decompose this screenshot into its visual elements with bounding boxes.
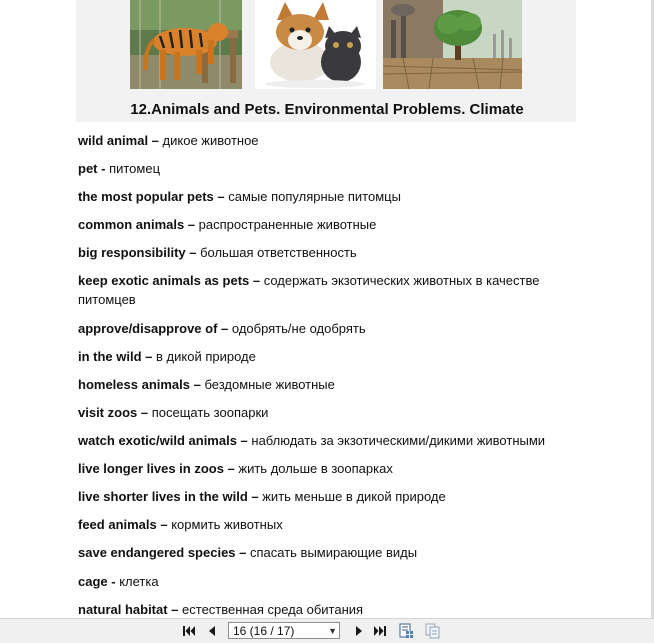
- page-selector[interactable]: [228, 622, 340, 639]
- vocab-entry: [78, 187, 598, 206]
- first-page-button[interactable]: [180, 622, 198, 640]
- document-grid-icon: [398, 623, 414, 639]
- entry-translation: дикое животное: [158, 133, 259, 148]
- entry-term: homeless animals –: [78, 377, 201, 392]
- entry-translation: клетка: [115, 574, 159, 589]
- entry-term: pet -: [78, 161, 106, 176]
- vocab-entry: [78, 243, 598, 262]
- tiger-photo: [130, 0, 242, 89]
- vocab-entry: [78, 347, 598, 366]
- page-selector-value: 16 (16 / 17): [233, 624, 295, 638]
- entry-translation: питомец: [105, 161, 161, 176]
- vocab-entry: [78, 600, 598, 618]
- entry-term: big responsibility –: [78, 245, 197, 260]
- entry-translation: бездомные животные: [200, 377, 335, 392]
- navigation-toolbar: [0, 618, 654, 643]
- vocab-entry: [78, 572, 598, 591]
- vocab-entry: [78, 487, 598, 506]
- entry-translation: спасать вымирающие виды: [246, 545, 418, 560]
- copy-pages-icon: [425, 623, 441, 639]
- last-page-icon: [373, 624, 387, 638]
- vocab-entry: [78, 271, 568, 309]
- entry-term: the most popular pets –: [78, 189, 225, 204]
- entry-term: keep exotic animals as pets –: [78, 273, 261, 288]
- entry-translation: самые популярные питомцы: [224, 189, 401, 204]
- vocab-entry: [78, 543, 598, 562]
- entry-translation: жить меньше в дикой природе: [258, 489, 446, 504]
- vocab-entry: [78, 215, 598, 234]
- vocab-entry: [78, 131, 598, 150]
- entry-translation: естественная среда обитания: [178, 602, 364, 617]
- next-page-button[interactable]: [350, 622, 368, 640]
- entry-term: cage -: [78, 574, 116, 589]
- entry-term: live longer lives in zoos –: [78, 461, 235, 476]
- entry-term: common animals –: [78, 217, 196, 232]
- entry-translation: одобрять/не одобрять: [228, 321, 366, 336]
- entry-translation: содержать экзотических животных в качестве питомцев: [78, 273, 540, 307]
- entry-term: watch exotic/wild animals –: [78, 433, 248, 448]
- entry-term: live shorter lives in the wild –: [78, 489, 259, 504]
- puppy-kitten-photo: [255, 0, 376, 89]
- entry-translation: большая ответственность: [196, 245, 357, 260]
- entry-translation: наблюдать за экзотическими/дикими животными: [247, 433, 546, 448]
- vocab-entry: [78, 459, 598, 478]
- vocab-entry: [78, 515, 598, 534]
- entry-term: visit zoos –: [78, 405, 149, 420]
- entry-translation: кормить животных: [167, 517, 283, 532]
- vocab-entry: [78, 375, 598, 394]
- entry-term: wild animal –: [78, 133, 159, 148]
- next-page-icon: [353, 624, 365, 638]
- vocab-entry: [78, 431, 638, 450]
- entry-term: in the wild –: [78, 349, 153, 364]
- entry-term: feed animals –: [78, 517, 168, 532]
- entry-translation: посещать зоопарки: [148, 405, 269, 420]
- entry-translation: в дикой природе: [152, 349, 256, 364]
- open-document-button[interactable]: [397, 622, 415, 640]
- entry-term: approve/disapprove of –: [78, 321, 229, 336]
- climate-photo: [383, 0, 522, 89]
- page-title: 12.Animals and Pets. Environmental Problems. Climate: [130, 101, 524, 118]
- vocab-entry: [78, 403, 598, 422]
- entry-term: save endangered species –: [78, 545, 247, 560]
- previous-page-icon: [206, 624, 218, 638]
- vocab-entry: [78, 159, 598, 178]
- first-page-icon: [182, 624, 196, 638]
- vocab-entry: [78, 319, 598, 338]
- dropdown-arrow-icon: ▼: [328, 626, 337, 636]
- previous-page-button[interactable]: [203, 622, 221, 640]
- copy-page-button[interactable]: [424, 622, 442, 640]
- entry-term: natural habitat –: [78, 602, 179, 617]
- last-page-button[interactable]: [371, 622, 389, 640]
- entry-translation: распространенные животные: [195, 217, 377, 232]
- entry-translation: жить дольше в зоопарках: [234, 461, 393, 476]
